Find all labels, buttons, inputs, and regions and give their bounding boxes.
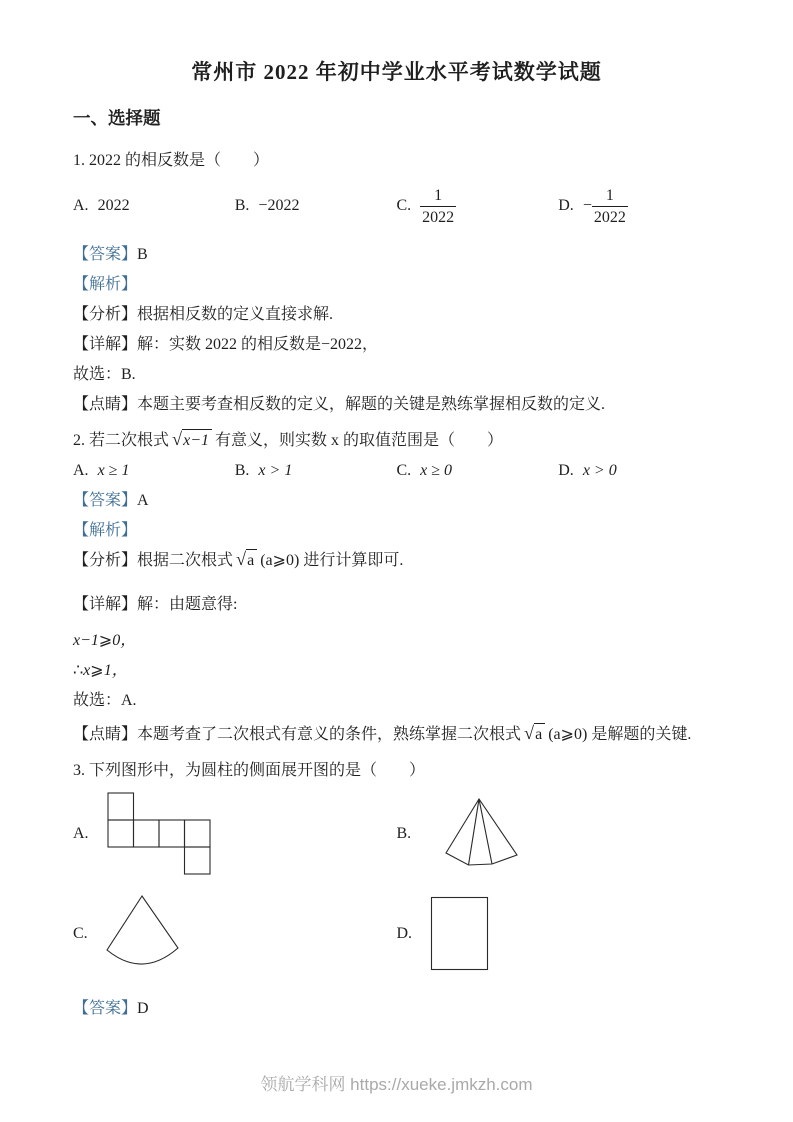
- option-label: C.: [396, 462, 412, 479]
- option-value: 2022: [97, 197, 130, 214]
- option-label: C.: [73, 925, 88, 942]
- q1-option-b: [235, 197, 397, 215]
- sqrt-expression: [236, 549, 257, 570]
- option-label: D.: [558, 197, 574, 214]
- q3-figure-row-1: [73, 788, 720, 880]
- sqrt-expression: [524, 723, 545, 744]
- fraction: [592, 185, 628, 228]
- q1-option-c: [397, 185, 559, 228]
- q1-xiangjie-line: 【详解】解：实数 2022 的相反数是−2022，: [73, 336, 379, 353]
- option-label: B.: [234, 197, 250, 214]
- q2-xiangjie-line: 【详解】解：由题意得:: [73, 596, 238, 613]
- answer-label: 【答案】: [73, 492, 138, 509]
- option-label: C.: [396, 197, 412, 214]
- q2-option-c: [397, 462, 559, 480]
- q1-fenxi-line: 【分析】根据相反数的定义直接求解.: [73, 306, 334, 323]
- analysis-label: 【解析】: [73, 522, 138, 539]
- cube-net-figure: [107, 792, 211, 876]
- q1-guxuan-line: 故选：B.: [73, 366, 136, 383]
- q2-stem: [73, 426, 720, 456]
- option-value-fraction: [420, 185, 456, 228]
- answer-value: D: [137, 1000, 149, 1017]
- option-value: x > 0: [582, 462, 617, 479]
- radicand: a: [534, 723, 545, 744]
- q1-dianjing-line: 【点睛】本题主要考查相反数的定义，解题的关键是熟练掌握相反数的定义.: [73, 396, 606, 413]
- answer-value: A: [137, 492, 149, 509]
- fraction: [420, 185, 456, 228]
- option-value-fraction: [583, 185, 628, 228]
- circular-sector-figure: [106, 894, 184, 974]
- q2-answer-line: [73, 486, 720, 516]
- q2-option-a: [73, 462, 235, 480]
- q2-fenxi-line: [73, 546, 720, 576]
- q2-analysis-label-line: [73, 516, 720, 546]
- q3-option-d: [397, 896, 721, 972]
- answer-value: B: [137, 246, 148, 263]
- q2-option-d: [558, 462, 720, 480]
- option-label: A.: [73, 462, 89, 479]
- fraction-numerator: 1: [420, 185, 456, 207]
- watermark: 领航学科网 https://xueke.jmkzh.com: [260, 1075, 533, 1094]
- q3-option-b: [397, 796, 721, 872]
- option-label: D.: [558, 462, 574, 479]
- fraction-numerator: 1: [592, 185, 628, 207]
- radical-sign: √: [236, 549, 247, 569]
- q1-analysis-label-line: [73, 270, 720, 300]
- rectangle-figure: [430, 896, 490, 972]
- q2-stem-suffix: 有意义，则实数 x 的取值范围是（ ）: [215, 432, 504, 449]
- q1-stem: 1. 2022 的相反数是（ ）: [73, 152, 270, 169]
- q2-step2-line: ∴x⩾1，: [73, 662, 128, 679]
- q3-option-a: [73, 792, 397, 876]
- q3-figure-row-2: [73, 884, 720, 984]
- q3-answer-line: [73, 994, 720, 1024]
- radical-sign: √: [524, 723, 535, 743]
- fraction-denominator: 2022: [422, 208, 455, 226]
- answer-label: 【答案】: [73, 1000, 138, 1017]
- option-value: x ≥ 0: [420, 462, 453, 479]
- option-value: x ≥ 1: [97, 462, 130, 479]
- q1-option-d: [558, 185, 720, 228]
- q2-step1-line: x−1⩾0，: [73, 632, 137, 649]
- fraction-denominator: 2022: [593, 208, 626, 226]
- q1-options-row: [73, 182, 720, 230]
- q1-option-a: [73, 197, 235, 215]
- option-value: −2022: [258, 197, 300, 214]
- radical-sign: √: [172, 429, 183, 449]
- analysis-label: 【解析】: [73, 276, 138, 293]
- q1-answer-line: [73, 240, 720, 270]
- q3-option-c: [73, 894, 397, 974]
- answer-label: 【答案】: [73, 246, 138, 263]
- document-content: [0, 106, 793, 1024]
- radicand: a: [246, 549, 257, 570]
- q2-fenxi-prefix: 【分析】根据二次根式: [73, 552, 234, 569]
- q2-option-b: [235, 462, 397, 480]
- q2-stem-prefix: 2. 若二次根式: [73, 432, 170, 449]
- document-title: 常州市 2022 年初中学业水平考试数学试题: [191, 60, 602, 84]
- radicand: x−1: [182, 429, 212, 450]
- triangle-fan-figure: [429, 796, 524, 872]
- minus-sign: −: [582, 197, 592, 214]
- q2-dianjing-suffix: (a⩾0) 是解题的关键.: [548, 726, 692, 743]
- q2-fenxi-suffix: (a⩾0) 进行计算即可.: [260, 552, 404, 569]
- section-heading-choice: 一、选择题: [73, 108, 161, 128]
- option-label: B.: [396, 825, 412, 842]
- q2-dianjing-prefix: 【点睛】本题考查了二次根式有意义的条件，熟练掌握二次根式: [73, 726, 522, 743]
- option-label: A.: [73, 197, 89, 214]
- q2-guxuan-line: 故选：A.: [73, 692, 137, 709]
- option-value: x > 1: [258, 462, 293, 479]
- q2-dianjing-line: [73, 720, 720, 750]
- sqrt-expression: [172, 429, 212, 450]
- option-label: B.: [234, 462, 250, 479]
- q3-stem: 3. 下列图形中，为圆柱的侧面展开图的是（ ）: [73, 762, 426, 779]
- option-label: D.: [396, 925, 413, 942]
- q2-options-row: [73, 462, 720, 480]
- option-label: A.: [73, 825, 89, 842]
